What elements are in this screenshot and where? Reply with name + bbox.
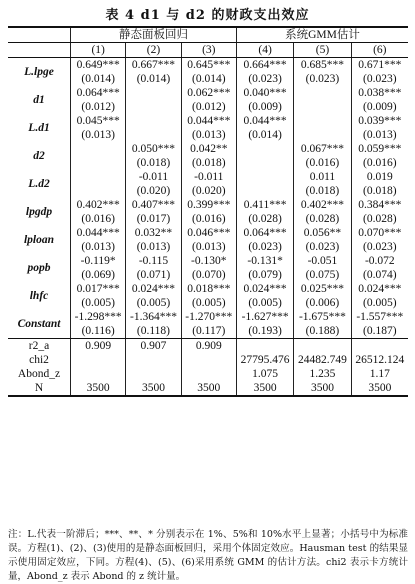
stat-cell <box>236 339 293 354</box>
coef-row <box>8 282 408 296</box>
coef-row <box>8 142 408 156</box>
stat-cell <box>126 367 181 381</box>
coef-cell: -0.051 <box>294 254 351 268</box>
statistics-body <box>8 339 408 397</box>
coef-row <box>8 310 408 324</box>
se-cell: (0.013) <box>351 128 408 142</box>
se-cell: (0.005) <box>181 296 236 310</box>
coef-cell: 0.025*** <box>294 282 351 296</box>
variable-label: lpgdp <box>25 206 53 218</box>
stat-cell: 0.909 <box>71 339 126 354</box>
se-cell: (0.013) <box>181 240 236 254</box>
coef-cell: -0.115 <box>126 254 181 268</box>
se-cell: (0.016) <box>181 212 236 226</box>
se-cell: (0.014) <box>71 72 126 86</box>
se-cell: (0.023) <box>294 240 351 254</box>
stat-cell <box>181 367 236 381</box>
coef-cell: 0.024*** <box>126 282 181 296</box>
coef-cell <box>236 170 293 184</box>
se-cell: (0.005) <box>351 296 408 310</box>
se-cell: (0.016) <box>351 156 408 170</box>
se-cell: (0.006) <box>294 296 351 310</box>
se-cell: (0.116) <box>71 324 126 339</box>
column-number: (1) <box>71 43 126 58</box>
stat-cell: 0.907 <box>126 339 181 354</box>
coef-cell: 0.011 <box>294 170 351 184</box>
se-cell: (0.014) <box>236 128 293 142</box>
se-cell <box>294 100 351 114</box>
coef-cell: 0.671*** <box>351 58 408 73</box>
coef-cell <box>71 170 126 184</box>
coef-cell: 0.018*** <box>181 282 236 296</box>
se-cell: (0.079) <box>236 268 293 282</box>
coef-cell <box>126 86 181 100</box>
se-cell <box>126 100 181 114</box>
coef-cell: 0.649*** <box>71 58 126 73</box>
stat-cell <box>71 367 126 381</box>
se-cell: (0.013) <box>126 240 181 254</box>
se-cell: (0.020) <box>126 184 181 198</box>
coef-cell: -1.298*** <box>71 310 126 324</box>
variable-label: popb <box>27 262 51 274</box>
coef-cell: 0.402*** <box>294 198 351 212</box>
column-number: (6) <box>351 43 408 58</box>
column-number: (4) <box>236 43 293 58</box>
coef-cell: 0.645*** <box>181 58 236 73</box>
table-title: 表 4 d1 与 d2 的财政支出效应 <box>105 8 310 23</box>
stat-cell <box>126 353 181 367</box>
stat-cell: 27795.476 <box>236 353 293 367</box>
coef-cell: 0.059*** <box>351 142 408 156</box>
group-header-gmm: 系统GMM估计 <box>236 27 408 43</box>
stat-cell: 26512.124 <box>351 353 408 367</box>
se-cell: (0.023) <box>236 240 293 254</box>
coef-cell: 0.384*** <box>351 198 408 212</box>
se-cell: (0.020) <box>181 184 236 198</box>
se-cell: (0.028) <box>351 212 408 226</box>
table-note: 注：L.代表一阶滞后；***、**、* 分别表示在 1%、5%和 10%水平上显著；小括号中为标准误。方程(1)、(2)、(3)使用的是静态面板回归，采用个体固定效应。Hausman test 的结果显示使用固定效应，下同。方程(4)、(5)、(6)采用系统 GMM 的估计方法。chi2 表示卡方统计量，Abond_z 表示 Abond 的 z 统计量。 <box>8 529 408 582</box>
se-cell <box>71 184 126 198</box>
se-cell <box>236 184 293 198</box>
se-cell: (0.118) <box>126 324 181 339</box>
coef-cell: 0.039*** <box>351 114 408 128</box>
coef-cell: 0.664*** <box>236 58 293 73</box>
stat-label: r2_a <box>28 340 50 352</box>
se-cell: (0.193) <box>236 324 293 339</box>
stat-label: Abond_z <box>17 368 61 380</box>
stat-cell: 3500 <box>126 381 181 396</box>
stat-cell: 3500 <box>236 381 293 396</box>
stat-cell: 1.075 <box>236 367 293 381</box>
se-cell: (0.070) <box>181 268 236 282</box>
se-cell: (0.075) <box>294 268 351 282</box>
coef-row <box>8 254 408 268</box>
coef-row <box>8 198 408 212</box>
coefficient-body <box>8 58 408 339</box>
column-number: (3) <box>181 43 236 58</box>
coef-cell: 0.685*** <box>294 58 351 73</box>
column-number: (2) <box>126 43 181 58</box>
variable-label: Constant <box>8 310 71 339</box>
coef-cell: 0.056** <box>294 226 351 240</box>
coef-row <box>8 170 408 184</box>
stat-label: N <box>8 381 71 396</box>
coef-cell: 0.050*** <box>126 142 181 156</box>
se-cell: (0.017) <box>126 212 181 226</box>
variable-label: lhfc <box>29 290 49 302</box>
coef-cell <box>294 86 351 100</box>
column-number: (5) <box>294 43 351 58</box>
stat-row <box>8 381 408 396</box>
se-cell: (0.069) <box>71 268 126 282</box>
se-cell: (0.018) <box>181 156 236 170</box>
coef-cell: 0.038*** <box>351 86 408 100</box>
stat-cell <box>294 339 351 354</box>
coef-cell: 0.667*** <box>126 58 181 73</box>
se-cell: (0.023) <box>294 72 351 86</box>
coef-cell: 0.411*** <box>236 198 293 212</box>
variable-label: d2 <box>33 150 45 162</box>
variable-label: L.d2 <box>28 178 50 190</box>
coef-cell: 0.042** <box>181 142 236 156</box>
se-cell: (0.018) <box>294 184 351 198</box>
coef-cell: 0.044*** <box>236 114 293 128</box>
se-cell: (0.023) <box>351 72 408 86</box>
stat-cell: 3500 <box>294 381 351 396</box>
coef-cell <box>236 142 293 156</box>
coef-cell: -0.072 <box>351 254 408 268</box>
coef-cell: 0.062*** <box>181 86 236 100</box>
stat-label: chi2 <box>29 354 49 366</box>
coef-row <box>8 58 408 73</box>
coef-cell <box>126 114 181 128</box>
coef-cell: 0.040*** <box>236 86 293 100</box>
se-cell: (0.013) <box>71 240 126 254</box>
se-cell: (0.012) <box>71 100 126 114</box>
stat-cell: 1.235 <box>294 367 351 381</box>
coef-cell: 0.070*** <box>351 226 408 240</box>
coef-row <box>8 114 408 128</box>
group-header-static: 静态面板回归 <box>71 27 237 43</box>
coef-cell: -1.364*** <box>126 310 181 324</box>
coef-cell <box>294 114 351 128</box>
stat-cell: 3500 <box>181 381 236 396</box>
variable-label: L.lpge <box>24 66 54 78</box>
stat-row <box>8 339 408 354</box>
stat-row <box>8 367 408 381</box>
coef-cell: -1.270*** <box>181 310 236 324</box>
coef-cell: -0.119* <box>71 254 126 268</box>
coef-cell: 0.402*** <box>71 198 126 212</box>
stat-cell: 0.909 <box>181 339 236 354</box>
stat-cell: 1.17 <box>351 367 408 381</box>
coef-cell <box>71 142 126 156</box>
coef-cell: -0.011 <box>181 170 236 184</box>
coef-cell: 0.032** <box>126 226 181 240</box>
se-cell: (0.013) <box>181 128 236 142</box>
se-cell: (0.074) <box>351 268 408 282</box>
variable-label: L.d1 <box>28 122 50 134</box>
se-cell: (0.005) <box>236 296 293 310</box>
coef-cell: -0.130* <box>181 254 236 268</box>
coef-cell: 0.019 <box>351 170 408 184</box>
stat-cell: 3500 <box>351 381 408 396</box>
se-cell: (0.013) <box>71 128 126 142</box>
se-cell: (0.005) <box>71 296 126 310</box>
se-cell <box>126 128 181 142</box>
stat-cell: 24482.749 <box>294 353 351 367</box>
se-cell: (0.071) <box>126 268 181 282</box>
se-cell: (0.009) <box>351 100 408 114</box>
se-cell <box>236 156 293 170</box>
se-cell: (0.023) <box>351 240 408 254</box>
coef-cell: 0.024*** <box>236 282 293 296</box>
se-cell: (0.018) <box>126 156 181 170</box>
stat-cell <box>181 353 236 367</box>
coef-cell: -0.131* <box>236 254 293 268</box>
coef-cell: 0.399*** <box>181 198 236 212</box>
se-cell: (0.028) <box>236 212 293 226</box>
se-cell: (0.023) <box>236 72 293 86</box>
se-cell: (0.018) <box>351 184 408 198</box>
se-cell: (0.028) <box>294 212 351 226</box>
se-cell: (0.016) <box>294 156 351 170</box>
coef-cell: -1.675*** <box>294 310 351 324</box>
coef-cell: 0.044*** <box>71 226 126 240</box>
coef-cell: 0.407*** <box>126 198 181 212</box>
variable-label: d1 <box>33 94 45 106</box>
se-cell: (0.012) <box>181 100 236 114</box>
variable-label: lploan <box>23 234 55 246</box>
stat-cell <box>351 339 408 354</box>
se-cell <box>71 156 126 170</box>
stat-cell: 3500 <box>71 381 126 396</box>
group-header-row <box>8 27 408 43</box>
se-cell: (0.009) <box>236 100 293 114</box>
se-cell: (0.016) <box>71 212 126 226</box>
regression-table <box>8 26 408 397</box>
se-cell: (0.188) <box>294 324 351 339</box>
stat-cell <box>71 353 126 367</box>
se-cell: (0.187) <box>351 324 408 339</box>
se-cell: (0.014) <box>181 72 236 86</box>
coef-cell: 0.064*** <box>71 86 126 100</box>
se-cell <box>294 128 351 142</box>
coef-cell: 0.045*** <box>71 114 126 128</box>
column-number-row <box>8 43 408 58</box>
se-cell: (0.014) <box>126 72 181 86</box>
coef-row <box>8 86 408 100</box>
coef-cell: 0.044*** <box>181 114 236 128</box>
coef-cell: 0.046*** <box>181 226 236 240</box>
coef-cell: 0.017*** <box>71 282 126 296</box>
corner-cell <box>8 27 71 43</box>
coef-row <box>8 226 408 240</box>
coef-cell: -0.011 <box>126 170 181 184</box>
coef-cell: 0.024*** <box>351 282 408 296</box>
coef-cell: 0.067*** <box>294 142 351 156</box>
coef-cell: 0.064*** <box>236 226 293 240</box>
stat-row <box>8 353 408 367</box>
se-cell: (0.117) <box>181 324 236 339</box>
coef-cell: -1.557*** <box>351 310 408 324</box>
coef-cell: -1.627*** <box>236 310 293 324</box>
se-cell: (0.005) <box>126 296 181 310</box>
